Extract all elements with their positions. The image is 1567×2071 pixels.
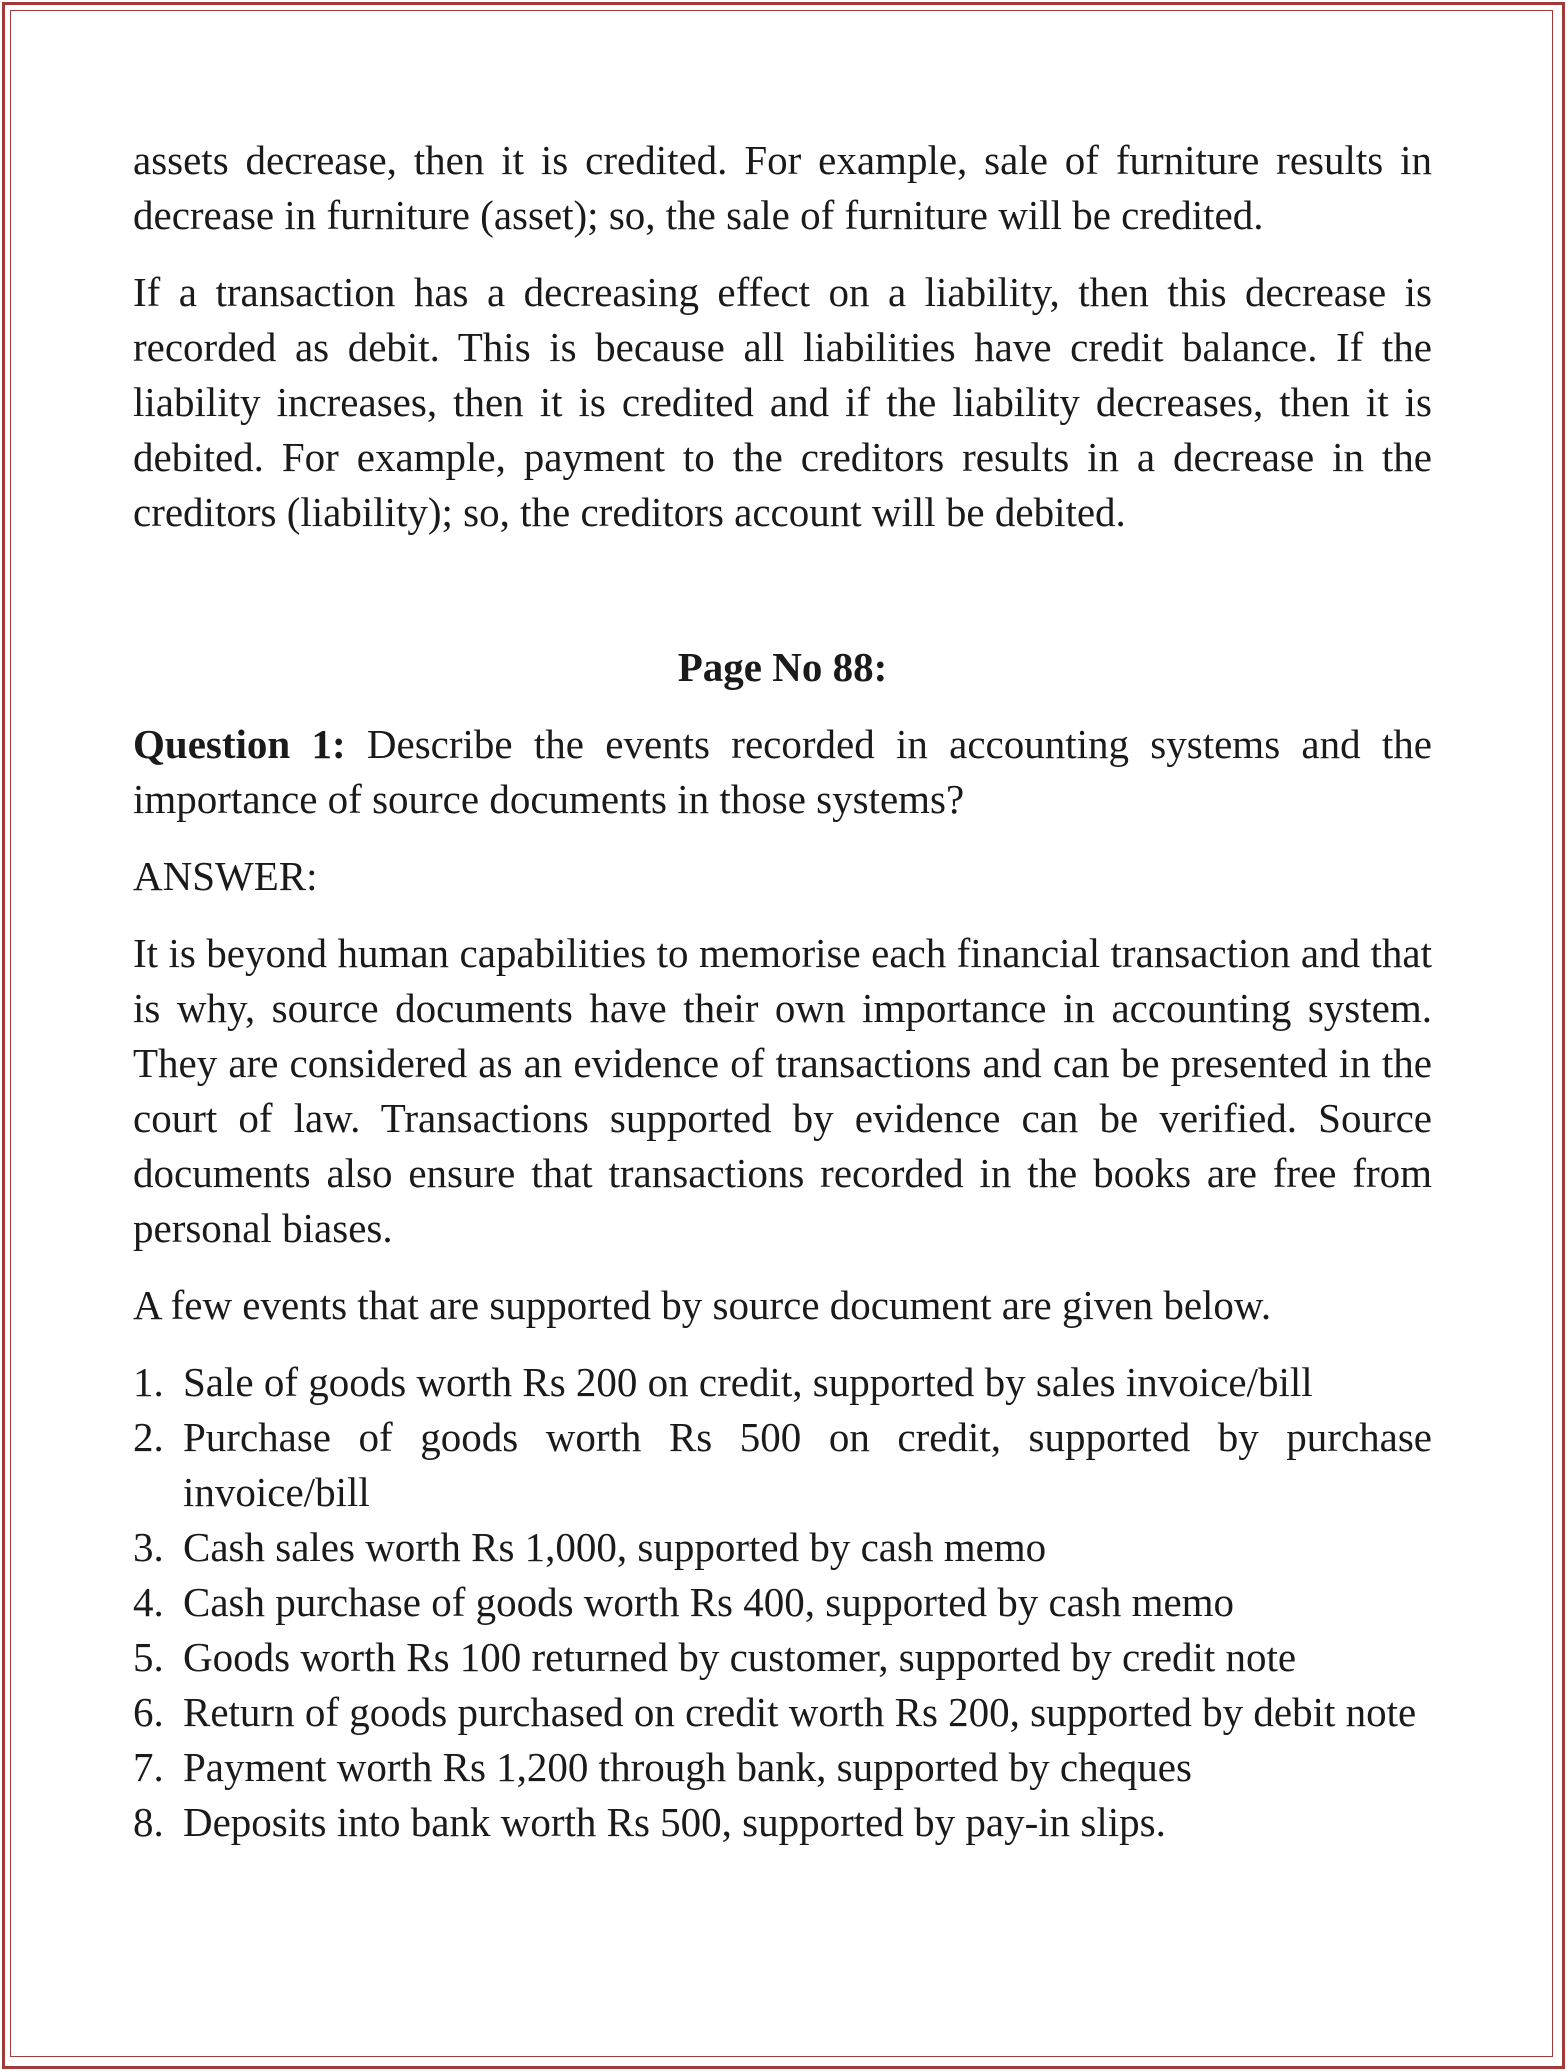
list-item-text: Purchase of goods worth Rs 500 on credit, supported by purchase invoice/bill bbox=[183, 1414, 1432, 1515]
list-item-text: Return of goods purchased on credit worth Rs 200, supported by debit note bbox=[183, 1689, 1417, 1735]
list-item-text: Cash purchase of goods worth Rs 400, supported by cash memo bbox=[183, 1579, 1235, 1625]
list-item bbox=[133, 1575, 1432, 1630]
question-text: Describe the events recorded in accounting systems and the importance of source documents in those systems? bbox=[133, 721, 1432, 822]
list-item-number: 1. bbox=[133, 1359, 164, 1405]
list-item-text: Sale of goods worth Rs 200 on credit, supported by sales invoice/bill bbox=[183, 1359, 1313, 1405]
list-item bbox=[133, 1630, 1432, 1685]
events-list bbox=[133, 1355, 1432, 1850]
list-item-number: 2. bbox=[133, 1414, 164, 1460]
list-item bbox=[133, 1685, 1432, 1740]
paragraph-liability-decrease: If a transaction has a decreasing effect on a liability, then this decrease is recorded as debit. This is because all liabilities have credit balance. If the liability increases, then it is credited and if the liability decreases, then it is debited. For example, payment to the creditors results in a decrease in the creditors (liability); so, the creditors account will be debited. bbox=[133, 269, 1432, 535]
answer-paragraph: It is beyond human capabilities to memorise each financial transaction and that is why, source documents have their own importance in accounting system. They are considered as an evidence of transactions and can be presented in the court of law. Transactions supported by evidence can be verified. Source documents also ensure that transactions recorded in the books are free from personal biases. bbox=[133, 930, 1432, 1251]
list-item-number: 6. bbox=[133, 1689, 164, 1735]
list-item-number: 4. bbox=[133, 1579, 164, 1625]
document-body bbox=[133, 133, 1432, 1850]
paragraph-asset-decrease: assets decrease, then it is credited. For example, sale of furniture results in decrease in furniture (asset); so, the sale of furniture will be credited. bbox=[133, 137, 1432, 238]
list-item bbox=[133, 1740, 1432, 1795]
list-item-number: 8. bbox=[133, 1799, 164, 1845]
list-item-number: 5. bbox=[133, 1634, 164, 1680]
list-item bbox=[133, 1520, 1432, 1575]
answer-label: ANSWER: bbox=[133, 853, 318, 899]
list-item-text: Payment worth Rs 1,200 through bank, supported by cheques bbox=[183, 1744, 1192, 1790]
list-item bbox=[133, 1795, 1432, 1850]
list-item-text: Deposits into bank worth Rs 500, supported by pay-in slips. bbox=[183, 1799, 1166, 1845]
list-item-text: Goods worth Rs 100 returned by customer, supported by credit note bbox=[183, 1634, 1297, 1680]
list-item-text: Cash sales worth Rs 1,000, supported by cash memo bbox=[183, 1524, 1047, 1570]
page-number-heading: Page No 88: bbox=[677, 644, 888, 690]
list-item bbox=[133, 1355, 1432, 1410]
list-item bbox=[133, 1410, 1432, 1520]
question-1 bbox=[133, 717, 1432, 827]
question-label: Question 1: bbox=[133, 721, 346, 767]
list-item-number: 7. bbox=[133, 1744, 164, 1790]
events-intro: A few events that are supported by source document are given below. bbox=[133, 1282, 1272, 1328]
list-item-number: 3. bbox=[133, 1524, 164, 1570]
